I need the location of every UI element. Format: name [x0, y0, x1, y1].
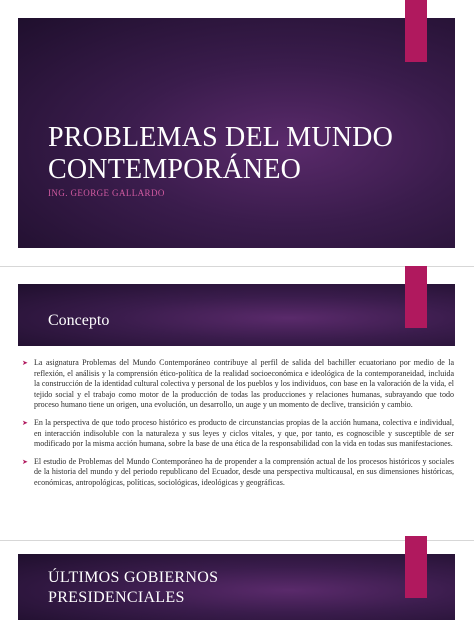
presidents-slide-header — [18, 554, 455, 620]
bullet-text: En la perspectiva de que todo proceso histórico es producto de circunstancias propias de la acción humana, colectiva e individual, en interacción indisoluble con la naturaleza y sus leyes y ciclos vitales, y que, por tanto, es cognoscible y susceptible de ser modificado por la misma acción humana, sobre la base de una ética de la responsabilidad con la vida en todas sus manifestaciones. — [34, 417, 454, 449]
bullet-text: La asignatura Problemas del Mundo Contemporáneo contribuye al perfil de salida del bachiller ecuatoriano por medio de la reflexión, el análisis y la comprensión ético-política de la realidad socioeconómica e ideológica de la contemporaneidad, incluida la construcción de la identidad cultural colectiva y personal de los pueblos y los individuos, con base en la valoración de la vida, el tejido social y el trabajo como motor de la producción de todas las producciones y relaciones humanas, subrayando que todo proceso humano tiene un origen, una evolución, un desarrollo, un auge y un momento de declive, transición y cambio. — [34, 358, 454, 410]
slide-title: Concepto — [48, 312, 110, 329]
arrow-bullet-icon: ➤ — [22, 457, 28, 466]
list-item — [22, 456, 454, 489]
arrow-bullet-icon: ➤ — [22, 418, 28, 427]
slide-title: PROBLEMAS DEL MUNDO CONTEMPORÁNEO — [48, 122, 394, 185]
slide-subtitle: ING. GEORGE GALLARDO — [48, 188, 165, 198]
concept-content — [22, 358, 454, 496]
slide-divider — [0, 540, 474, 541]
title-slide — [18, 18, 455, 248]
accent-tab — [405, 536, 427, 598]
concept-slide-header — [18, 284, 455, 346]
accent-tab — [405, 0, 427, 62]
slide-title: ÚLTIMOS GOBIERNOS PRESIDENCIALES — [48, 569, 219, 606]
bullet-text: El estudio de Problemas del Mundo Contemporáneo ha de propender a la comprensión actual de los procesos históricos y sociales de la historia del mundo y del periodo republicano del Ecuador, desde una perspectiva multicausal, en sus dimensiones históricas, económicas, antropológicas, políticas, sociológicas, ideológicas y geográficas. — [34, 456, 454, 487]
arrow-bullet-icon: ➤ — [22, 359, 28, 367]
accent-tab — [405, 266, 427, 328]
list-item — [22, 358, 454, 411]
list-item — [22, 417, 454, 450]
slide-divider — [0, 266, 474, 267]
